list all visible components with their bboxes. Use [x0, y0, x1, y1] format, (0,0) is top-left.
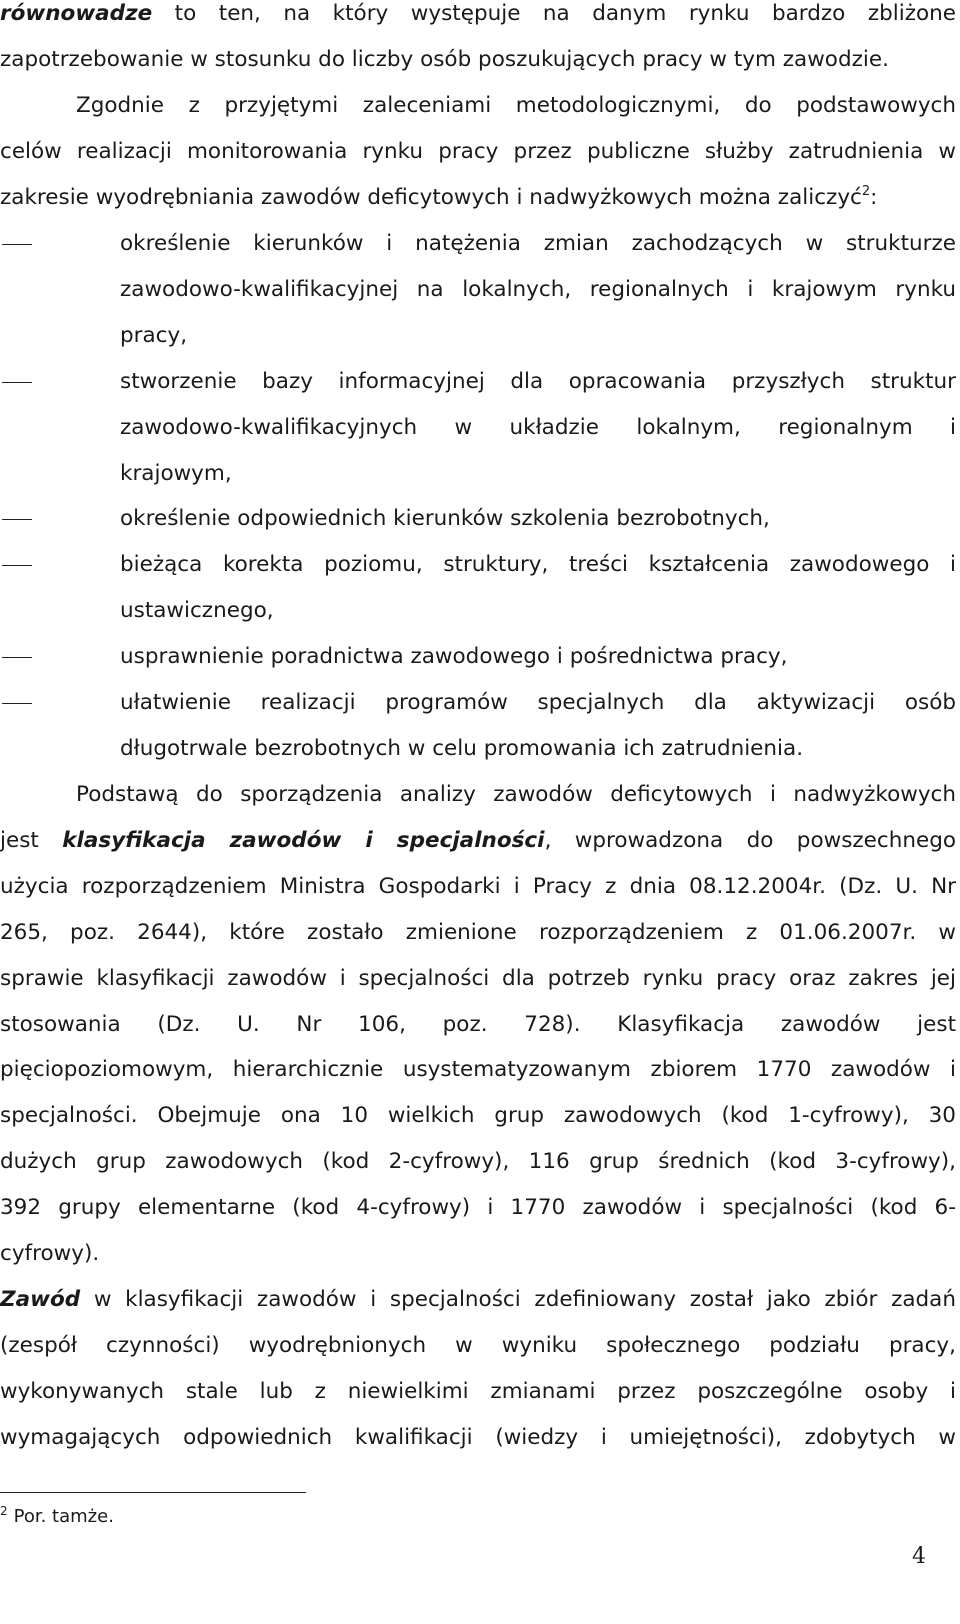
list-dash-icon — [0, 230, 36, 258]
paragraph-line: 392 grupy elementarne (kod 4-cyfrowy) i 1770 zawodów i specjalności (kod 6- — [0, 1195, 956, 1220]
paragraph-line: 265, poz. 2644), które zostało zmienione rozporządzeniem z 01.06.2007r. w — [0, 920, 956, 945]
text-run: to ten, na który występuje na danym rynku bardzo zbliżone — [152, 1, 956, 26]
paragraph-line — [0, 827, 956, 855]
list-dash-icon — [0, 689, 36, 717]
list-item-line: stworzenie bazy informacyjnej dla opracowania przyszłych struktur — [120, 369, 956, 394]
paragraph-line: użycia rozporządzeniem Ministra Gospodarki i Pracy z dnia 08.12.2004r. (Dz. U. Nr — [0, 874, 956, 899]
footnote-mark: 2 — [0, 1504, 8, 1518]
emphasized-term: Zawód — [0, 1287, 81, 1312]
paragraph-line: stosowania (Dz. U. Nr 106, poz. 728). Klasyfikacja zawodów jest — [0, 1012, 956, 1037]
text-run: w klasyfikacji zawodów i specjalności zdefiniowany został jako zbiór zadań — [80, 1287, 956, 1312]
text-run: : — [870, 185, 878, 210]
list-item-line: ustawicznego, — [120, 598, 274, 623]
paragraph-line: sprawie klasyfikacji zawodów i specjalności dla potrzeb rynku pracy oraz zakres jej — [0, 966, 956, 991]
footnote-reference: 2 — [861, 184, 871, 199]
footnote-text: Por. tamże. — [13, 1506, 114, 1527]
footnote-separator — [0, 1492, 306, 1493]
footnote — [0, 1506, 114, 1529]
list-item-line: zawodowo-kwalifikacyjnej na lokalnych, regionalnych i krajowym rynku — [120, 277, 956, 302]
paragraph-line: cyfrowy). — [0, 1241, 100, 1266]
paragraph-line: specjalności. Obejmuje ona 10 wielkich grup zawodowych (kod 1-cyfrowy), 30 — [0, 1103, 956, 1128]
list-item-line: określenie kierunków i natężenia zmian zachodzących w strukturze — [120, 231, 956, 256]
list-item-line: ułatwienie realizacji programów specjalnych dla aktywizacji osób — [120, 690, 956, 715]
text-run: , wprowadzona do powszechnego — [544, 828, 957, 853]
emphasized-term: równowadze — [0, 1, 153, 26]
list-item-line: określenie odpowiednich kierunków szkolenia bezrobotnych, — [120, 506, 770, 531]
list-item-line: usprawnienie poradnictwa zawodowego i pośrednictwa pracy, — [120, 644, 788, 669]
paragraph-line — [0, 1286, 956, 1314]
list-item-line: bieżąca korekta poziomu, struktury, treści kształcenia zawodowego i — [120, 552, 956, 577]
list-dash-icon — [0, 551, 36, 579]
emphasized-term: klasyfikacja zawodów i specjalności — [62, 828, 545, 853]
paragraph-line: Zgodnie z przyjętymi zaleceniami metodologicznymi, do podstawowych — [76, 93, 956, 118]
list-dash-icon — [0, 368, 36, 396]
page-number: 4 — [912, 1544, 926, 1569]
paragraph-line: wymagających odpowiednich kwalifikacji (wiedzy i umiejętności), zdobytych w — [0, 1425, 956, 1450]
paragraph-line: celów realizacji monitorowania rynku pracy przez publiczne służby zatrudnienia w — [0, 139, 956, 164]
paragraph-line: dużych grup zawodowych (kod 2-cyfrowy), 116 grup średnich (kod 3-cyfrowy), — [0, 1149, 956, 1174]
paragraph-line: zapotrzebowanie w stosunku do liczby osób poszukujących pracy w tym zawodzie. — [0, 47, 889, 72]
paragraph-line — [0, 0, 956, 28]
list-item-line: zawodowo-kwalifikacyjnych w układzie lokalnym, regionalnym i — [120, 415, 956, 440]
list-item-line: pracy, — [120, 323, 188, 348]
text-run: jest — [0, 828, 63, 853]
list-dash-icon — [0, 505, 36, 533]
paragraph-line: pięciopoziomowym, hierarchicznie usystematyzowanym zbiorem 1770 zawodów i — [0, 1057, 956, 1082]
list-dash-icon — [0, 643, 36, 671]
list-item-line: długotrwale bezrobotnych w celu promowania ich zatrudnienia. — [120, 736, 804, 761]
paragraph-line: Podstawą do sporządzenia analizy zawodów deficytowych i nadwyżkowych — [76, 782, 956, 807]
text-run: zakresie wyodrębniania zawodów deficytowych i nadwyżkowych można zaliczyć — [0, 185, 862, 210]
list-item-line: krajowym, — [120, 461, 232, 486]
paragraph-line: wykonywanych stale lub z niewielkimi zmianami przez poszczególne osoby i — [0, 1379, 956, 1404]
paragraph-line: (zespół czynności) wyodrębnionych w wyniku społecznego podziału pracy, — [0, 1333, 956, 1358]
paragraph-line — [0, 184, 956, 215]
